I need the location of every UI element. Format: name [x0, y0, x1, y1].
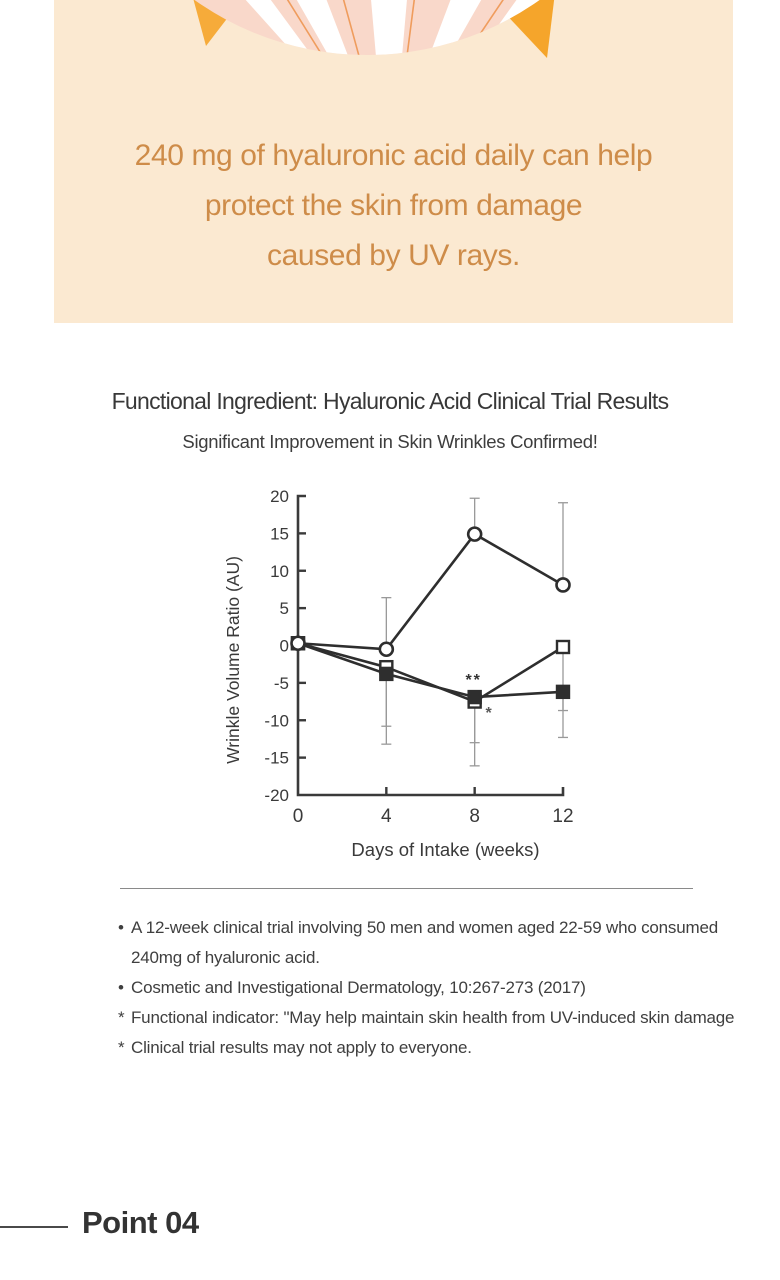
svg-text:-15: -15	[264, 748, 289, 768]
svg-text:20: 20	[270, 487, 289, 506]
footnote-text: A 12-week clinical trial involving 50 men and women aged 22-59 who consumed	[131, 918, 718, 937]
svg-text:-5: -5	[273, 673, 289, 693]
svg-text:10: 10	[270, 561, 289, 581]
footnote-indicator	[118, 1003, 735, 1033]
asterisk-marker: *	[118, 1008, 125, 1027]
y-axis-label: Wrinkle Volume Ratio (AU)	[223, 556, 243, 764]
svg-text:0: 0	[279, 636, 289, 656]
series-lines	[298, 534, 563, 701]
footnote-text: 240mg of hyaluronic acid.	[131, 948, 320, 967]
banner-line-3: caused by UV rays.	[267, 239, 520, 272]
svg-text:-10: -10	[264, 711, 289, 731]
svg-text:15: 15	[270, 524, 289, 544]
filled-square-series-marker	[557, 686, 569, 698]
banner-headline	[54, 131, 733, 281]
wrinkle-volume-chart	[150, 480, 630, 880]
section-subtitle: Significant Improvement in Skin Wrinkles Confirmed!	[182, 431, 598, 452]
filled-square-series-marker	[380, 668, 392, 680]
slice-flesh	[69, 0, 665, 55]
hero-banner	[54, 0, 733, 323]
filled-square-series-marker	[469, 691, 481, 703]
svg-text:0: 0	[292, 806, 304, 827]
bullet-marker: •	[118, 978, 124, 997]
section-title: Functional Ingredient: Hyaluronic Acid Clinical Trial Results	[111, 388, 669, 414]
notes-divider	[120, 888, 693, 889]
footnote-disclaimer	[118, 1033, 718, 1063]
open-circle-series-marker	[468, 528, 481, 541]
point-label: Point 04	[82, 1205, 199, 1240]
footnote-text: Clinical trial results may not apply to everyone.	[131, 1038, 472, 1057]
banner-line-2: protect the skin from damage	[204, 189, 583, 222]
open-square-series-line	[298, 643, 563, 701]
annotation-2: **	[465, 672, 482, 690]
series-markers	[292, 528, 570, 708]
svg-text:4: 4	[381, 806, 392, 827]
bullet-marker: •	[118, 918, 124, 937]
banner-line-1: 240 mg of hyaluronic acid daily can help	[134, 139, 653, 172]
x-axis-label: Days of Intake (weeks)	[351, 839, 540, 860]
svg-text:-20: -20	[264, 786, 289, 805]
clinical-trial-chart	[150, 480, 630, 880]
open-circle-series-marker	[557, 578, 570, 591]
citrus-slice-illustration	[54, 0, 733, 58]
annotation-1: *	[485, 705, 492, 723]
svg-text:12: 12	[552, 806, 574, 827]
open-square-series-marker	[557, 641, 569, 653]
footnote-trial	[118, 913, 718, 973]
open-circle-series-marker	[380, 643, 393, 656]
footnote-journal	[118, 973, 718, 1003]
open-circle-series-line	[298, 534, 563, 649]
footnote-text: Cosmetic and Investigational Dermatology, 10:267-273 (2017)	[131, 978, 586, 997]
footnote-text: Functional indicator: "May help maintain skin health from UV-induced skin damage	[131, 1008, 735, 1027]
footnotes	[118, 913, 735, 1063]
svg-text:8: 8	[469, 806, 480, 827]
svg-text:5: 5	[279, 599, 289, 619]
asterisk-marker: *	[118, 1038, 125, 1057]
open-circle-series-marker	[292, 637, 305, 650]
point-rule	[0, 1226, 68, 1228]
